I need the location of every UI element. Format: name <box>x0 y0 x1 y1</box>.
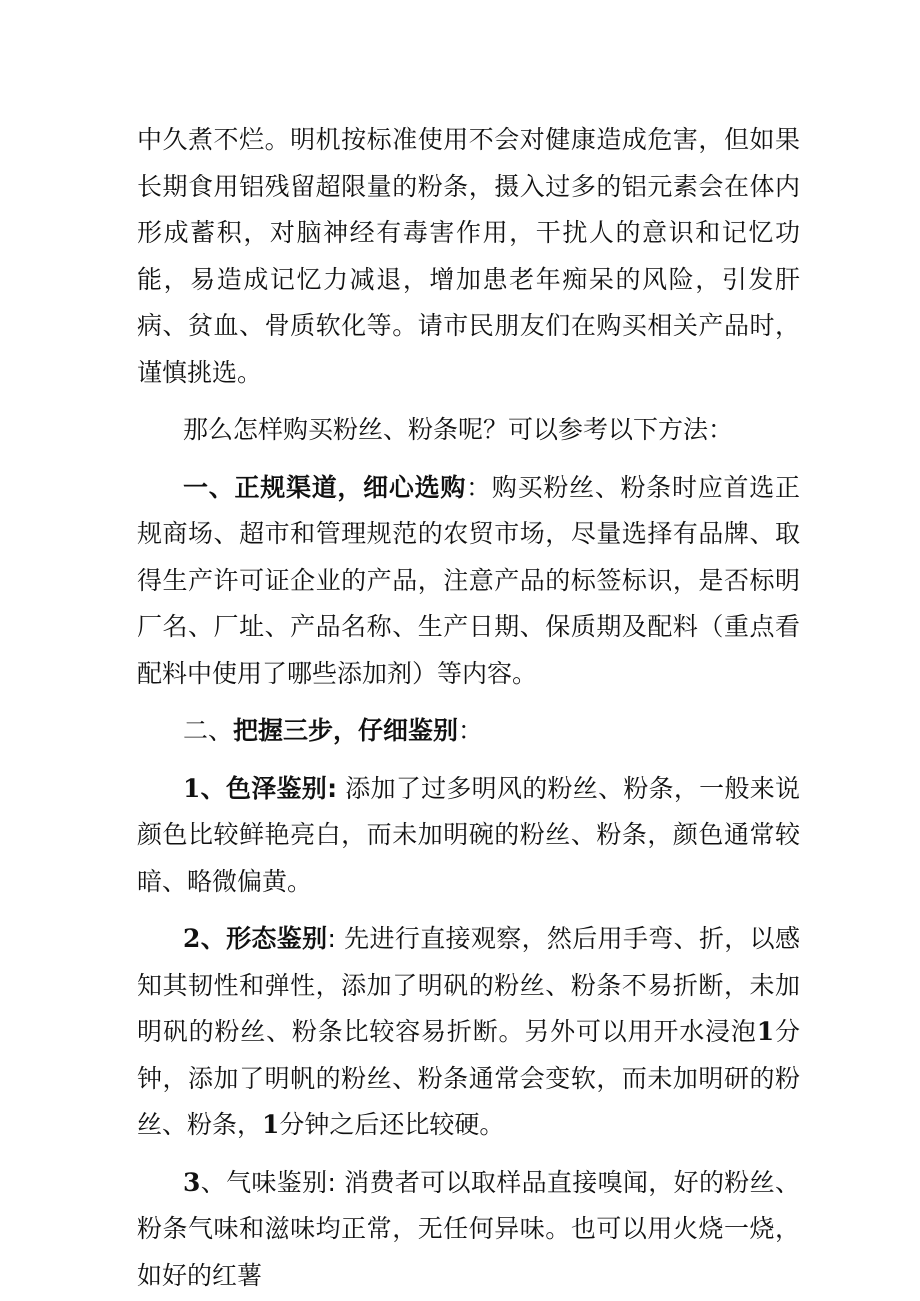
paragraph-text: : 先进行直接观察，然后用手弯、折，以感知其韧性和弹性，添加了明矾的粉丝、粉条不易折断，未加明矾的粉丝、粉条比较容易折断。另外可以用开水浸泡 <box>137 924 800 1046</box>
method-two-prefix: 二、 <box>183 716 234 745</box>
paragraph-text: 添加了过多明风的粉丝、粉条，一般来说颜色比较鲜艳亮白，而未加明碗的粉丝、粉条，颜色通常较暗、略微偏黄。 <box>137 773 801 896</box>
paragraph-step-color <box>137 766 800 906</box>
paragraph-method-two <box>137 708 800 755</box>
paragraph-step-shape <box>137 916 800 1149</box>
step-number: 1 <box>183 773 201 803</box>
paragraph-text: 分钟，添加了明帆的粉丝、粉条通常会变软，而未加明研的粉丝、粉条， <box>137 1017 800 1139</box>
inline-number: 1 <box>262 1110 280 1139</box>
paragraph-method-one <box>137 465 800 698</box>
paragraph-text: ：购买粉丝、粉条时应首选正规商场、超市和管理规范的农贸市场，尽量选择有品牌、取得生产许可证企业的产品，注意产品的标签标识，是否标明厂名、厂址、产品名称、生产日期、保质期及配料（重点看配料中使用了哪些添加剂）等内容。 <box>137 472 800 688</box>
step-heading: 、形态鉴别 <box>200 924 328 953</box>
paragraph-text: 、气味鉴别: 消费者可以取样品直接嗅闻，好的粉丝、粉条气味和滋味均正常，无任何异味。也可以用火烧一烧，如好的红薯 <box>137 1167 800 1290</box>
paragraph-text: 中久煮不烂。明机按标准使用不会对健康造成危害，但如果长期食用铝残留超限量的粉条，摄入过多的铝元素会在体内形成蓄积，对脑神经有毒害作用，干扰人的意识和记忆功能，易造成记忆力减退，增加患老年痴呆的风险，引发肝病、贫血、骨质软化等。请市民朋友们在购买相关产品时，谨慎挑选。 <box>137 125 800 387</box>
paragraph-intro-methods <box>137 407 800 454</box>
paragraph-step-smell <box>137 1160 800 1300</box>
inline-number: 1 <box>756 1017 775 1046</box>
step-heading: 、色泽鉴别: <box>200 773 338 803</box>
paragraph-text: ： <box>458 716 484 745</box>
step-number: 2 <box>183 924 201 953</box>
method-two-heading: 把握三步，仔细鉴别 <box>233 716 459 745</box>
method-one-heading: 一、正规渠道，细心选购 <box>183 472 467 502</box>
paragraph-text: 那么怎样购买粉丝、粉条呢？可以参考以下方法： <box>183 415 734 444</box>
paragraph-aluminum-risk <box>137 117 800 396</box>
paragraph-text: 分钟之后还比较硬。 <box>279 1110 505 1139</box>
step-number: 3 <box>183 1167 201 1197</box>
